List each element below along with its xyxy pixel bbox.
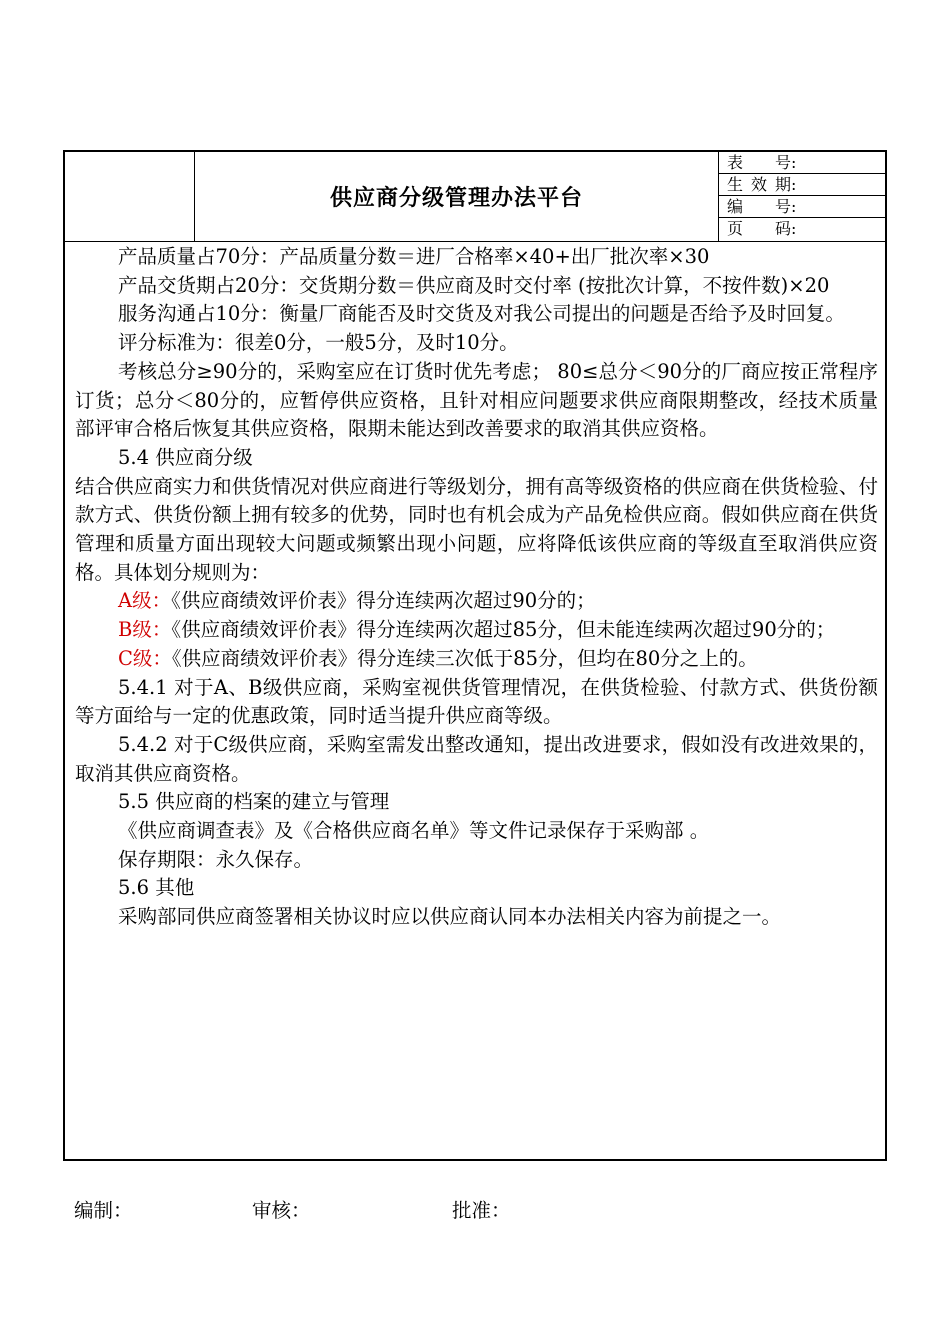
meta-sep: :	[791, 197, 797, 216]
meta-label: 表号	[727, 153, 791, 172]
document-title: 供应商分级管理办法平台	[329, 185, 583, 211]
section-heading-5-5: 5.5 供应商的档案的建立与管理	[118, 790, 390, 814]
approved-by-label: 批准：	[452, 1199, 511, 1222]
paragraph-5-4-2: 5.4.2 对于C级供应商，采购室需发出整改通知，提出改进要求，假如没有改进效果的，取消其供应商资格。	[75, 732, 878, 785]
paragraph-quality: 产品质量占70分：产品质量分数＝进厂合格率×40+出厂批次率×30	[118, 245, 710, 268]
section-heading-5-4: 5.4 供应商分级	[118, 445, 253, 469]
document-frame	[63, 150, 887, 1161]
paragraph-delivery: 产品交货期占20分：交货期分数＝供应商及时交付率 (按批次计算，不按件数)×20	[118, 273, 830, 297]
paragraph-scoring-standard: 评分标准为：很差0分，一般5分，及时10分。	[118, 331, 519, 355]
meta-label: 生效期	[727, 175, 791, 194]
meta-row-form-number	[719, 152, 887, 174]
reviewed-by-label: 审核：	[252, 1199, 311, 1222]
meta-row-page	[719, 218, 887, 241]
signature-footer	[74, 1195, 874, 1225]
paragraph-records: 《供应商调查表》及《合格供应商名单》等文件记录保存于采购部 。	[118, 819, 710, 843]
grade-b-label: B级：	[118, 618, 172, 642]
meta-cell	[718, 152, 887, 241]
grade-c-text: 《供应商绩效评价表》得分连续三次低于85分，但均在80分之上的。	[171, 646, 758, 670]
header-table	[65, 152, 885, 242]
grade-a-text: 《供应商绩效评价表》得分连续两次超过90分的；	[171, 589, 596, 613]
compiled-by-label: 编制：	[74, 1199, 133, 1222]
paragraph-retention: 保存期限：永久保存。	[118, 847, 314, 871]
meta-sep: :	[791, 219, 797, 238]
paragraph-assessment: 考核总分≥90分的，采购室应在订货时优先考虑； 80≤总分＜90分的厂商应按正常程序订货；总分＜80分的，应暂停供应资格，且针对相应问题要求供应商限期整改，经技术质量部评审合格后恢复其供应资格，限期未能达到改善要求的取消其供应资格。	[75, 359, 878, 441]
grade-a-label: A级：	[118, 589, 172, 613]
paragraph-agreement: 采购部同供应商签署相关协议时应以供应商认同本办法相关内容为前提之一。	[118, 905, 782, 929]
logo-cell	[65, 152, 195, 241]
meta-sep: :	[791, 175, 797, 194]
grade-b-text: 《供应商绩效评价表》得分连续两次超过85分，但未能连续两次超过90分的；	[171, 618, 836, 642]
paragraph-service: 服务沟通占10分：衡量厂商能否及时交货及对我公司提出的问题是否给予及时回复。	[118, 302, 845, 326]
grade-a-item	[75, 587, 878, 616]
meta-label: 页码	[727, 219, 791, 238]
grade-b-item	[75, 616, 878, 645]
section-heading-5-6: 5.6 其他	[118, 876, 195, 900]
grade-c-label: C级：	[118, 646, 172, 670]
paragraph-grading-intro: 结合供应商实力和供货情况对供应商进行等级划分，拥有高等级资格的供应商在供货检验、付款方式、供货份额上拥有较多的优势，同时也有机会成为产品免检供应商。假如供应商在供货管理和质量方面出现较大问题或频繁出现小问题，应将降低该供应商的等级直至取消供应资格。具体划分规则为：	[75, 474, 878, 584]
meta-label: 编号	[727, 197, 791, 216]
paragraph-5-4-1: 5.4.1 对于A、B级供应商，采购室视供货管理情况，在供货检验、付款方式、供货份额等方面给与一定的优惠政策，同时适当提升供应商等级。	[75, 675, 878, 728]
meta-row-code	[719, 196, 887, 218]
document-body	[75, 243, 878, 932]
grade-c-item	[75, 645, 878, 674]
meta-sep: :	[791, 153, 797, 172]
meta-row-effective-date	[719, 174, 887, 196]
